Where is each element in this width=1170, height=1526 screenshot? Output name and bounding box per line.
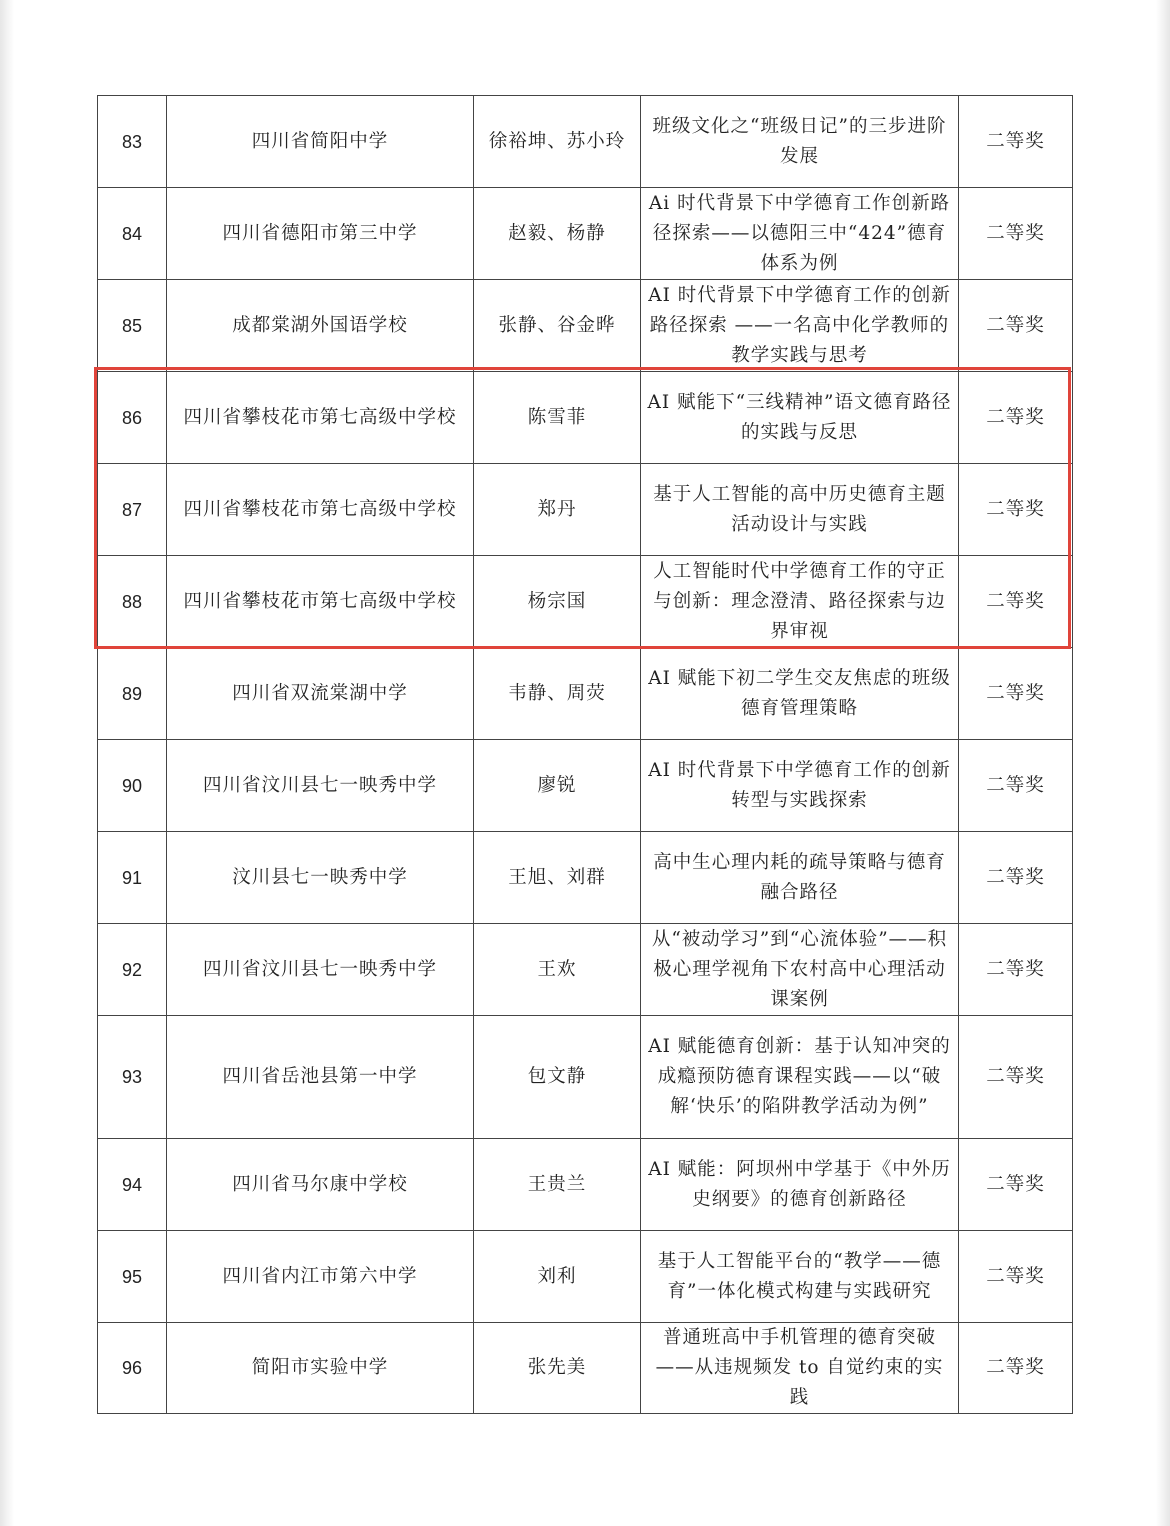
award-level: 二等奖 [959, 648, 1073, 740]
school-name: 四川省岳池县第一中学 [167, 1016, 474, 1139]
award-level: 二等奖 [959, 832, 1073, 924]
paper-title: AI 赋能下“三线精神”语文德育路径的实践与反思 [641, 372, 959, 464]
school-name: 四川省汶川县七一映秀中学 [167, 740, 474, 832]
table-row [98, 924, 1073, 1016]
award-level: 二等奖 [959, 1323, 1073, 1414]
row-number: 88 [98, 556, 167, 648]
author-names: 张先美 [474, 1323, 641, 1414]
row-number: 85 [98, 280, 167, 372]
school-name: 四川省马尔康中学校 [167, 1139, 474, 1231]
paper-title: AI 赋能下初二学生交友焦虑的班级德育管理策略 [641, 648, 959, 740]
paper-title: AI 赋能：阿坝州中学基于《中外历史纲要》的德育创新路径 [641, 1139, 959, 1231]
author-names: 郑丹 [474, 464, 641, 556]
award-level: 二等奖 [959, 1231, 1073, 1323]
author-names: 徐裕坤、苏小玲 [474, 96, 641, 188]
school-name: 四川省汶川县七一映秀中学 [167, 924, 474, 1016]
awards-table [97, 95, 1073, 1414]
table-row [98, 372, 1073, 464]
school-name: 四川省德阳市第三中学 [167, 188, 474, 280]
author-names: 王贵兰 [474, 1139, 641, 1231]
paper-title: 从“被动学习”到“心流体验”——积极心理学视角下农村高中心理活动课案例 [641, 924, 959, 1016]
award-level: 二等奖 [959, 188, 1073, 280]
row-number: 93 [98, 1016, 167, 1139]
row-number: 86 [98, 372, 167, 464]
row-number: 94 [98, 1139, 167, 1231]
row-number: 83 [98, 96, 167, 188]
row-number: 92 [98, 924, 167, 1016]
award-level: 二等奖 [959, 464, 1073, 556]
school-name: 四川省内江市第六中学 [167, 1231, 474, 1323]
table-row [98, 1231, 1073, 1323]
paper-title: 高中生心理内耗的疏导策略与德育融合路径 [641, 832, 959, 924]
row-number: 90 [98, 740, 167, 832]
table-row [98, 740, 1073, 832]
paper-title: 基于人工智能平台的“教学——德育”一体化模式构建与实践研究 [641, 1231, 959, 1323]
author-names: 包文静 [474, 1016, 641, 1139]
author-names: 韦静、周荧 [474, 648, 641, 740]
table-row [98, 1323, 1073, 1414]
paper-title: Ai 时代背景下中学德育工作创新路径探索——以德阳三中“424”德育体系为例 [641, 188, 959, 280]
author-names: 刘利 [474, 1231, 641, 1323]
author-names: 王欢 [474, 924, 641, 1016]
table-row [98, 96, 1073, 188]
school-name: 四川省攀枝花市第七高级中学校 [167, 464, 474, 556]
table-row [98, 556, 1073, 648]
award-level: 二等奖 [959, 556, 1073, 648]
table-row [98, 188, 1073, 280]
table-row [98, 648, 1073, 740]
award-level: 二等奖 [959, 280, 1073, 372]
school-name: 四川省攀枝花市第七高级中学校 [167, 372, 474, 464]
school-name: 四川省攀枝花市第七高级中学校 [167, 556, 474, 648]
table-row [98, 464, 1073, 556]
row-number: 96 [98, 1323, 167, 1414]
page-shadow-left [0, 0, 14, 1526]
award-level: 二等奖 [959, 96, 1073, 188]
table-row [98, 1016, 1073, 1139]
paper-title: 班级文化之“班级日记”的三步进阶发展 [641, 96, 959, 188]
table-row [98, 280, 1073, 372]
award-level: 二等奖 [959, 372, 1073, 464]
paper-title: 普通班高中手机管理的德育突破——从违规频发 to 自觉约束的实践 [641, 1323, 959, 1414]
award-level: 二等奖 [959, 1016, 1073, 1139]
page-shadow-right [1156, 0, 1170, 1526]
award-level: 二等奖 [959, 924, 1073, 1016]
table-row [98, 1139, 1073, 1231]
school-name: 成都棠湖外国语学校 [167, 280, 474, 372]
paper-title: AI 时代背景下中学德育工作的创新转型与实践探索 [641, 740, 959, 832]
school-name: 四川省简阳中学 [167, 96, 474, 188]
row-number: 91 [98, 832, 167, 924]
row-number: 89 [98, 648, 167, 740]
author-names: 陈雪菲 [474, 372, 641, 464]
paper-title: AI 赋能德育创新：基于认知冲突的成瘾预防德育课程实践——以“破解‘快乐’的陷阱教学活动为例” [641, 1016, 959, 1139]
row-number: 84 [98, 188, 167, 280]
row-number: 95 [98, 1231, 167, 1323]
author-names: 王旭、刘群 [474, 832, 641, 924]
award-level: 二等奖 [959, 1139, 1073, 1231]
table-row [98, 832, 1073, 924]
paper-title: 基于人工智能的高中历史德育主题活动设计与实践 [641, 464, 959, 556]
author-names: 杨宗国 [474, 556, 641, 648]
paper-title: 人工智能时代中学德育工作的守正与创新：理念澄清、路径探索与边界审视 [641, 556, 959, 648]
school-name: 四川省双流棠湖中学 [167, 648, 474, 740]
school-name: 简阳市实验中学 [167, 1323, 474, 1414]
paper-title: AI 时代背景下中学德育工作的创新路径探索 ——一名高中化学教师的教学实践与思考 [641, 280, 959, 372]
author-names: 赵毅、杨静 [474, 188, 641, 280]
award-level: 二等奖 [959, 740, 1073, 832]
author-names: 张静、谷金晔 [474, 280, 641, 372]
school-name: 汶川县七一映秀中学 [167, 832, 474, 924]
author-names: 廖锐 [474, 740, 641, 832]
row-number: 87 [98, 464, 167, 556]
